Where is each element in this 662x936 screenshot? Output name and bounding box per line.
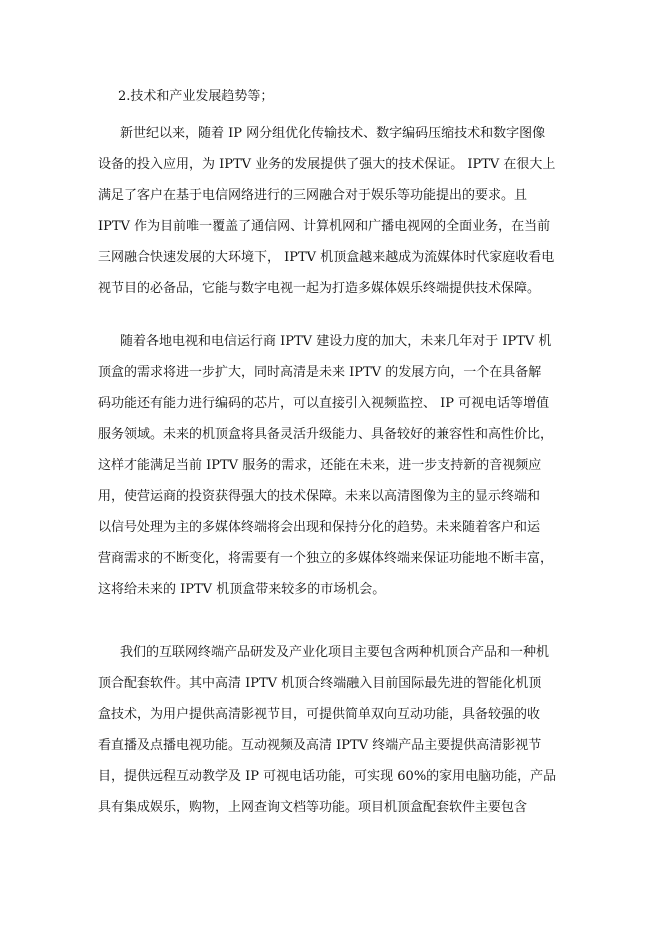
text-line: 顶盒的需求将进一步扩大，同时高清是未来 IPTV 的发展方向，一个在具备解 bbox=[98, 365, 542, 380]
text-line: 服务领域。未来的机顶盒将具备灵活升级能力、具备较好的兼容性和高性价比， bbox=[98, 427, 554, 442]
text-line: 三网融合快速发展的大环境下， IPTV 机顶盒越来越成为流媒体时代家庭收看电 bbox=[98, 250, 555, 265]
text-line: 新世纪以来，随着 IP 网分组优化传输技术、数字编码压缩技术和数字图像 bbox=[120, 126, 546, 141]
text-line: 随着各地电视和电信运行商 IPTV 建设力度的加大，未来几年对于 IPTV 机 bbox=[120, 334, 552, 349]
text-line: 顶合配套软件。其中高清 IPTV 机顶合终端融入目前国际最先进的智能化机顶 bbox=[98, 676, 542, 691]
text-line: 用，使营运商的投资获得强大的技术保障。未来以高清图像为主的显示终端和 bbox=[98, 489, 541, 504]
text-line: 目，提供远程互动教学及 IP 可视电话功能，可实现 60%的家用电脑功能，产品 bbox=[98, 769, 557, 784]
text-line: 盒技术，为用户提供高清影视节目，可提供简单双向互动功能，具备较强的收 bbox=[98, 707, 541, 722]
text-line: 这样才能满足当前 IPTV 服务的需求，还能在未来，进一步支持新的音视频应 bbox=[98, 458, 542, 473]
paragraph-product-projects bbox=[98, 637, 568, 823]
text-line: 营商需求的不断变化，将需要有一个独立的多媒体终端来保证功能地不断丰富， bbox=[98, 551, 554, 566]
paragraph-iptv-demand bbox=[98, 326, 568, 605]
text-line: 看直播及点播电视功能。互动视频及高清 IPTV 终端产品主要提供高清影视节 bbox=[98, 738, 542, 753]
text-line: 这将给未来的 IPTV 机顶盒带来较多的市场机会。 bbox=[98, 582, 386, 597]
text-line: 我们的互联网终端产品研发及产业化项目主要包含两种机顶合产品和一种机 bbox=[120, 645, 550, 660]
text-line: 设备的投入应用，为 IPTV 业务的发展提供了强大的技术保证。 IPTV 在很大上 bbox=[98, 157, 556, 172]
text-line: 以信号处理为主的多媒体终端将会出现和保持分化的趋势。未来随着客户和运 bbox=[98, 520, 541, 535]
text-line: 码功能还有能力进行编码的芯片，可以直接引入视频监控、 IP 可视电话等增值 bbox=[98, 396, 550, 411]
text-line: 视节目的必备品，它能与数字电视一起为打造多媒体娱乐终端提供技术保障。 bbox=[98, 281, 541, 296]
paragraph-new-century bbox=[98, 118, 568, 304]
text-line: 满足了客户在基于电信网络进行的三网融合对于娱乐等功能提出的要求。且 bbox=[98, 188, 528, 203]
section-heading: 2.技术和产业发展趋势等； bbox=[118, 89, 274, 104]
text-line: 具有集成娱乐，购物，上网查询文档等功能。项目机顶盒配套软件主要包含 bbox=[98, 800, 528, 815]
text-line: IPTV 作为目前唯一覆盖了通信网、计算机网和广播电视网的全面业务，在当前 bbox=[98, 219, 551, 234]
